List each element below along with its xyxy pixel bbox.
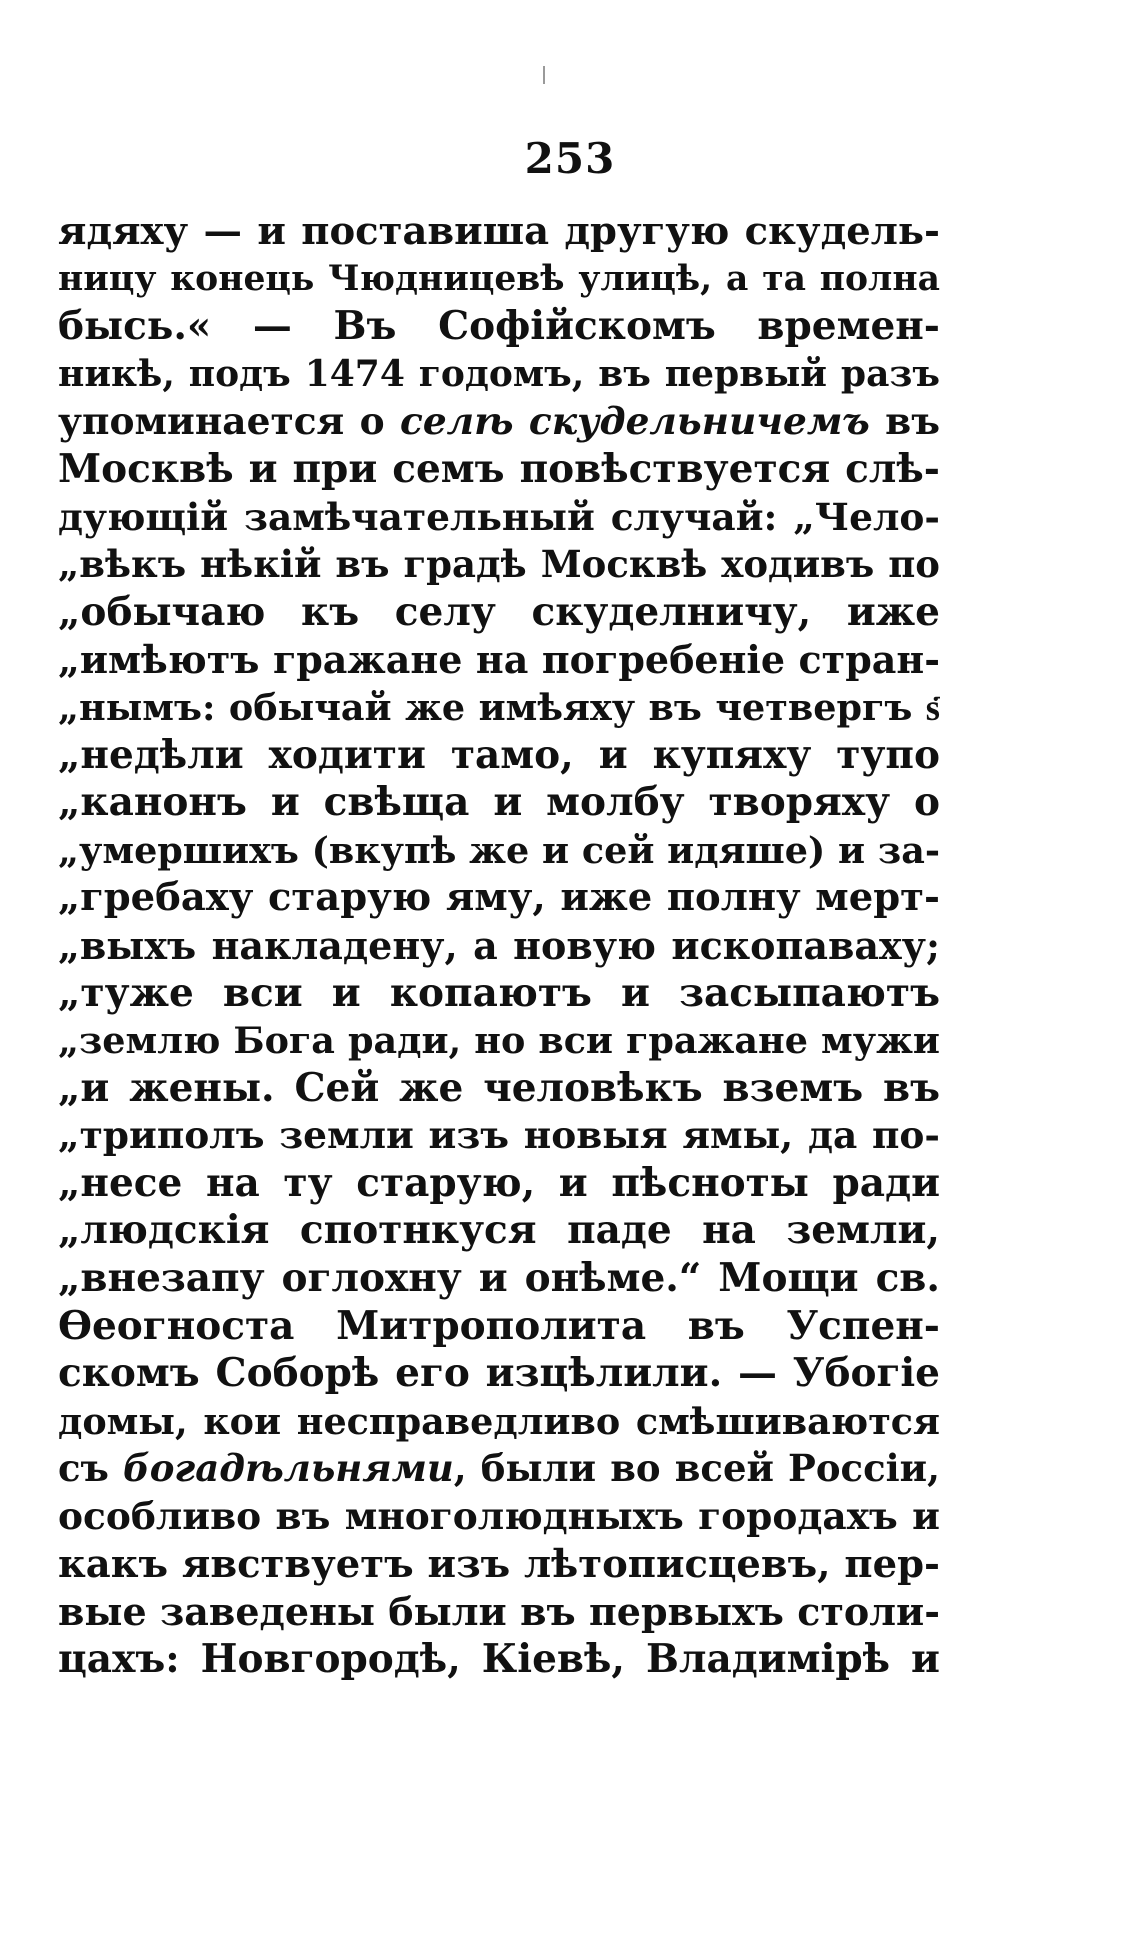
text-line <box>58 1350 940 1398</box>
text-segment: дующій замѣчательный случай: „Чело- <box>58 494 940 539</box>
italic-text: селѣ скудельничемъ <box>399 399 870 444</box>
scan-mark <box>543 66 545 84</box>
text-segment: съ <box>58 1446 124 1491</box>
text-segment: „и жены. Сей же человѣкъ вземъ въ <box>58 1064 940 1111</box>
text-segment: „триполъ земли изъ новыя ямы, да по- <box>58 1113 940 1158</box>
italic-text: богадѣльнями <box>123 1446 454 1491</box>
text-segment: цахъ: Новгородѣ, Кіевѣ, Владимірѣ и <box>58 1635 940 1682</box>
text-line <box>58 1207 940 1255</box>
text-segment: „землю Бога ради, но вси гражане мужи <box>58 1019 940 1063</box>
text-line <box>58 684 940 732</box>
text-line <box>58 1398 940 1446</box>
text-line <box>58 827 940 875</box>
text-segment: „имѣютъ гражане на погребеніе стран- <box>58 637 940 683</box>
text-line <box>58 922 940 970</box>
text-segment: вые заведены были въ первыхъ столи- <box>58 1589 940 1635</box>
text-line <box>58 398 940 446</box>
text-line <box>58 779 940 827</box>
text-segment: ницу конець Чюдницевѣ улицѣ, а та полна <box>58 258 940 299</box>
text-line <box>58 636 940 684</box>
text-line <box>58 351 940 399</box>
text-line <box>58 256 940 304</box>
text-line <box>58 208 940 256</box>
text-line <box>58 732 940 780</box>
text-line <box>58 1636 940 1684</box>
text-line <box>58 1588 940 1636</box>
text-segment: ядяху — и поставиша другую скудель- <box>58 209 940 254</box>
text-segment: „туже вси и копаютъ и засыпаютъ <box>58 969 940 1016</box>
text-segment: „выхъ накладену, а новую ископаваху; <box>58 922 940 968</box>
text-segment: домы, кои несправедливо смѣшиваются <box>58 1399 940 1443</box>
text-segment: „вѣкъ нѣкій въ градѣ Москвѣ ходивъ по <box>58 542 940 587</box>
text-segment: особливо въ многолюдныхъ городахъ и <box>58 1494 940 1539</box>
body-text <box>58 208 940 1683</box>
text-segment: никѣ, подъ 1474 годомъ, въ первый разъ <box>58 352 940 395</box>
text-segment: , были во всей Россіи, <box>453 1446 940 1491</box>
text-line <box>58 1065 940 1113</box>
text-segment: бысь.« — Въ Софійскомъ времен- <box>58 303 940 350</box>
text-segment: „недѣли ходити тамо, и купяху тупо <box>58 731 940 778</box>
text-line <box>58 1112 940 1160</box>
text-segment: въ <box>869 399 940 444</box>
text-segment: „канонъ и свѣща и молбу творяху о <box>58 779 940 826</box>
text-line <box>58 1541 940 1589</box>
text-segment: „несе на ту старую, и пѣсноты ради <box>58 1159 940 1206</box>
page-number: 253 <box>524 134 616 183</box>
text-line <box>58 541 940 589</box>
text-segment: Москвѣ и при семъ повѣствуется слѣ- <box>58 445 940 492</box>
text-line <box>58 970 940 1018</box>
text-segment: „людскія спотнкуся паде на земли, <box>58 1207 940 1254</box>
text-segment: „гребаху старую яму, иже полну мерт- <box>58 875 940 921</box>
text-line <box>58 1017 940 1065</box>
text-line <box>58 1160 940 1208</box>
text-segment: „внезапу оглохну и онѣме.“ Мощи св. <box>58 1255 940 1302</box>
text-line <box>58 1445 940 1493</box>
text-segment: упоминается о <box>58 399 400 444</box>
text-line <box>58 1493 940 1541</box>
text-line <box>58 589 940 637</box>
text-segment: какъ явствуетъ изъ лѣтописцевъ, пер- <box>58 1541 940 1587</box>
text-line <box>58 303 940 351</box>
text-segment: Ѳеогноста Митрополита въ Успен- <box>58 1302 940 1349</box>
text-line <box>58 446 940 494</box>
text-line <box>58 494 940 542</box>
text-segment: „нымъ: обычай же имѣяху въ четвергъ ѕ҃ <box>58 685 940 729</box>
text-line <box>58 1255 940 1303</box>
text-segment: „обычаю къ селу скуделничу, иже <box>58 588 940 635</box>
text-line <box>58 1303 940 1351</box>
text-segment: скомъ Соборѣ его изцѣлили. — Убогіе <box>58 1350 940 1397</box>
text-segment: „умершихъ (вкупѣ же и сей идяше) и за- <box>58 828 940 872</box>
text-line <box>58 874 940 922</box>
